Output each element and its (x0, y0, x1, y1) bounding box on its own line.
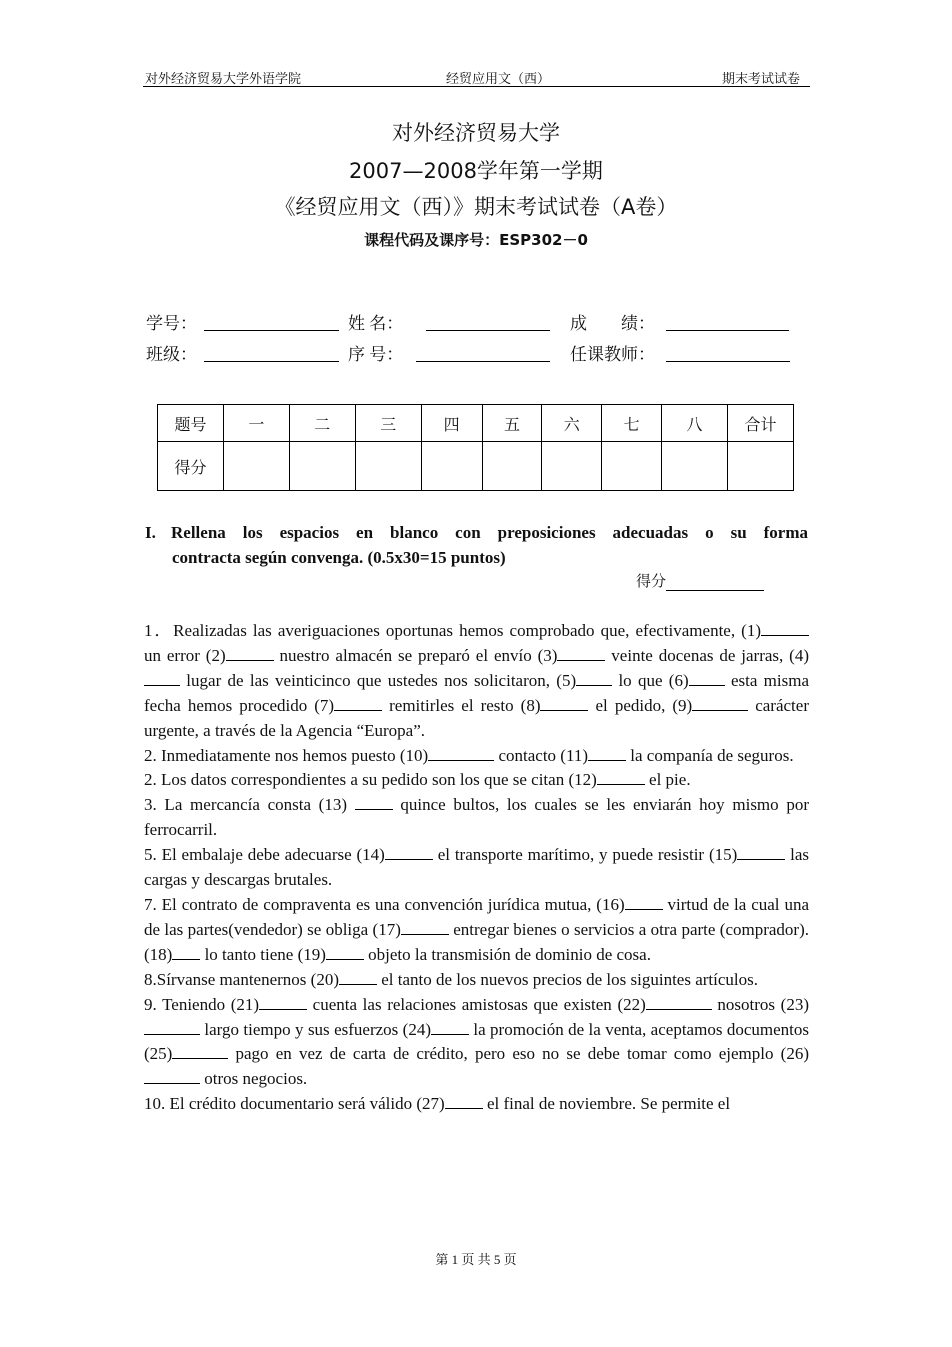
blank-10[interactable] (428, 746, 494, 761)
text: cuenta las relaciones amistosas que existen (22) (307, 994, 646, 1014)
blank-23[interactable] (144, 1020, 200, 1035)
blank-22[interactable] (646, 995, 712, 1010)
university-title: 对外经济贸易大学 (392, 121, 560, 145)
paragraph-7 (144, 968, 809, 993)
name-field[interactable] (426, 309, 550, 331)
text: 2. Inmediatamente nos hemos puesto (10) (144, 745, 429, 765)
text: 9. Teniendo (21) (144, 994, 260, 1014)
paragraph-6 (144, 893, 809, 968)
text: largo tiempo y sus esfuerzos (24) (200, 1019, 431, 1039)
text: lo tanto tiene (19) (200, 944, 326, 964)
text: el pie. (644, 770, 691, 790)
text: la companía de seguros. (626, 745, 794, 765)
score-table-score-row (158, 442, 794, 491)
section-instruction-line1: Rellena los espacios en blanco con preposiciones adecuadas o su forma (171, 523, 808, 542)
exam-title: 《经贸应用文（西）》期末考试试卷（A卷） (274, 195, 678, 219)
score-cell[interactable] (602, 442, 662, 491)
teacher-field[interactable] (666, 340, 790, 362)
header-cell: 合计 (728, 405, 794, 442)
paragraph-8 (144, 993, 809, 1093)
section-instruction-line2: contracta según convenga. (0.5x30=15 puntos) (172, 548, 506, 567)
blank-9[interactable] (692, 696, 748, 711)
section-score (636, 570, 764, 591)
score-cell[interactable] (728, 442, 794, 491)
text: objeto la transmisión de dominio de cosa. (363, 944, 651, 964)
text: pago en vez de carta de crédito, pero eso no se debe tomar como ejemplo (26) (228, 1044, 809, 1064)
header-cell: 四 (421, 405, 482, 442)
grade-field[interactable] (666, 309, 789, 331)
exercise-body (144, 619, 809, 1117)
info-row-2 (146, 340, 806, 366)
grade-label: 成 绩： (570, 314, 655, 333)
paragraph-9 (144, 1092, 809, 1117)
seq-no-field[interactable] (416, 340, 550, 362)
text: lo que (6) (612, 670, 689, 690)
score-cell[interactable] (223, 442, 289, 491)
blank-3[interactable] (557, 646, 605, 661)
blank-14[interactable] (385, 845, 433, 860)
class-field[interactable] (204, 340, 339, 362)
header-cell: 一 (223, 405, 289, 442)
header-cell: 七 (602, 405, 662, 442)
score-cell[interactable] (662, 442, 728, 491)
text: contacto (11) (494, 745, 588, 765)
score-row-label: 得分 (158, 442, 224, 491)
semester-title: 2007—2008学年第一学期 (349, 159, 603, 183)
score-cell[interactable] (355, 442, 421, 491)
header-course: 经贸应用文（西） (446, 71, 551, 86)
info-row-1 (146, 309, 806, 335)
blank-15[interactable] (737, 845, 785, 860)
section-score-blank[interactable] (666, 574, 764, 591)
header-institution: 对外经济贸易大学外语学院 (145, 71, 302, 86)
blank-4[interactable] (144, 671, 180, 686)
paragraph-3 (144, 768, 809, 793)
text: 1．Realizadas las averiguaciones oportunas hemos comprobado que, efectivamente, (1) (144, 621, 761, 640)
paragraph-1 (144, 619, 809, 744)
blank-20[interactable] (339, 970, 377, 985)
section-1-heading (145, 520, 808, 570)
section-number: I. (145, 523, 156, 542)
text: carácter urgente, a través de la Agencia “Europa”. (144, 695, 809, 740)
score-cell[interactable] (482, 442, 542, 491)
text: esta misma fecha hemos procedido (7) (144, 670, 810, 715)
text: veinte docenas de jarras, (4) (605, 645, 809, 665)
text: entregar bienes o servicios a otra parte (comprador). (18) (144, 919, 809, 964)
header-cell: 二 (289, 405, 355, 442)
text: 7. El contrato de compraventa es una convención jurídica mutua, (16) (144, 894, 625, 914)
blank-26[interactable] (144, 1069, 200, 1084)
text: nuestro almacén se preparó el envío (3) (273, 645, 558, 665)
header-cell: 六 (542, 405, 602, 442)
section-score-label: 得分 (636, 572, 667, 590)
seq-no-label: 序 号： (348, 345, 404, 364)
blank-19[interactable] (326, 945, 364, 960)
text: virtud de la cual una de las partes(vendedor) se obliga (17) (144, 894, 809, 939)
teacher-label: 任课教师： (570, 345, 655, 364)
text: 8.Sírvanse mantenernos (20) (144, 969, 339, 989)
blank-6[interactable] (689, 671, 725, 686)
text: las cargas y descargas brutales. (144, 845, 809, 890)
header-exam-type: 期末考试试卷 (721, 71, 800, 86)
blank-27[interactable] (445, 1094, 483, 1109)
text: el tanto de los nuevos precios de los siguintes artículos. (376, 969, 758, 989)
text: 2. Los datos correspondientes a su pedido son los que se citan (12) (144, 770, 597, 790)
text: lugar de las veinticinco que ustedes nos solicitaron, (5) (180, 670, 577, 690)
text: la promoción de la venta, aceptamos documentos (25) (144, 1019, 809, 1064)
text: 5. El embalaje debe adecuarse (14) (144, 845, 385, 865)
text: nosotros (23) (711, 994, 809, 1014)
class-label: 班级： (146, 345, 197, 364)
blank-12[interactable] (597, 770, 645, 785)
student-id-label: 学号： (146, 314, 197, 333)
course-code: 课程代码及课序号：ESP302－0 (364, 231, 588, 249)
blank-17[interactable] (401, 920, 449, 935)
paragraph-5 (144, 843, 809, 893)
score-table (157, 404, 794, 491)
text: el transporte marítimo, y puede resistir (15) (432, 845, 738, 865)
blank-18[interactable] (172, 945, 200, 960)
blank-13[interactable] (355, 795, 393, 810)
blank-2[interactable] (226, 646, 274, 661)
text: remitirles el resto (8) (382, 695, 541, 715)
text: 3. La mercancía consta (13) (144, 795, 355, 815)
blank-5[interactable] (576, 671, 612, 686)
text: 10. El crédito documentario será válido (27) (144, 1094, 445, 1114)
header-cell: 三 (355, 405, 421, 442)
score-cell[interactable] (289, 442, 355, 491)
text: el pedido, (9) (588, 695, 693, 715)
blank-7[interactable] (334, 696, 382, 711)
blank-1[interactable] (761, 621, 809, 636)
name-label: 姓 名： (348, 314, 404, 333)
student-id-field[interactable] (204, 309, 339, 331)
header-cell: 五 (482, 405, 542, 442)
paragraph-2 (144, 744, 809, 769)
blank-11[interactable] (588, 746, 626, 761)
page-header (143, 66, 810, 87)
paragraph-4 (144, 793, 809, 843)
blank-24[interactable] (431, 1020, 469, 1035)
text: otros negocios. (200, 1069, 308, 1089)
score-cell[interactable] (542, 442, 602, 491)
header-cell: 八 (662, 405, 728, 442)
blank-8[interactable] (540, 696, 588, 711)
text: el final de noviembre. Se permite el (482, 1094, 731, 1114)
score-cell[interactable] (421, 442, 482, 491)
text: quince bultos, los cuales se les enviarán hoy mismo por ferrocarril. (144, 795, 809, 840)
blank-21[interactable] (259, 995, 307, 1010)
blank-25[interactable] (172, 1044, 228, 1059)
blank-16[interactable] (625, 895, 663, 910)
header-cell: 题号 (158, 405, 224, 442)
text: un error (2) (144, 645, 226, 665)
page-footer: 第 1 页 共 5 页 (435, 1252, 517, 1267)
score-table-header-row (158, 405, 794, 442)
